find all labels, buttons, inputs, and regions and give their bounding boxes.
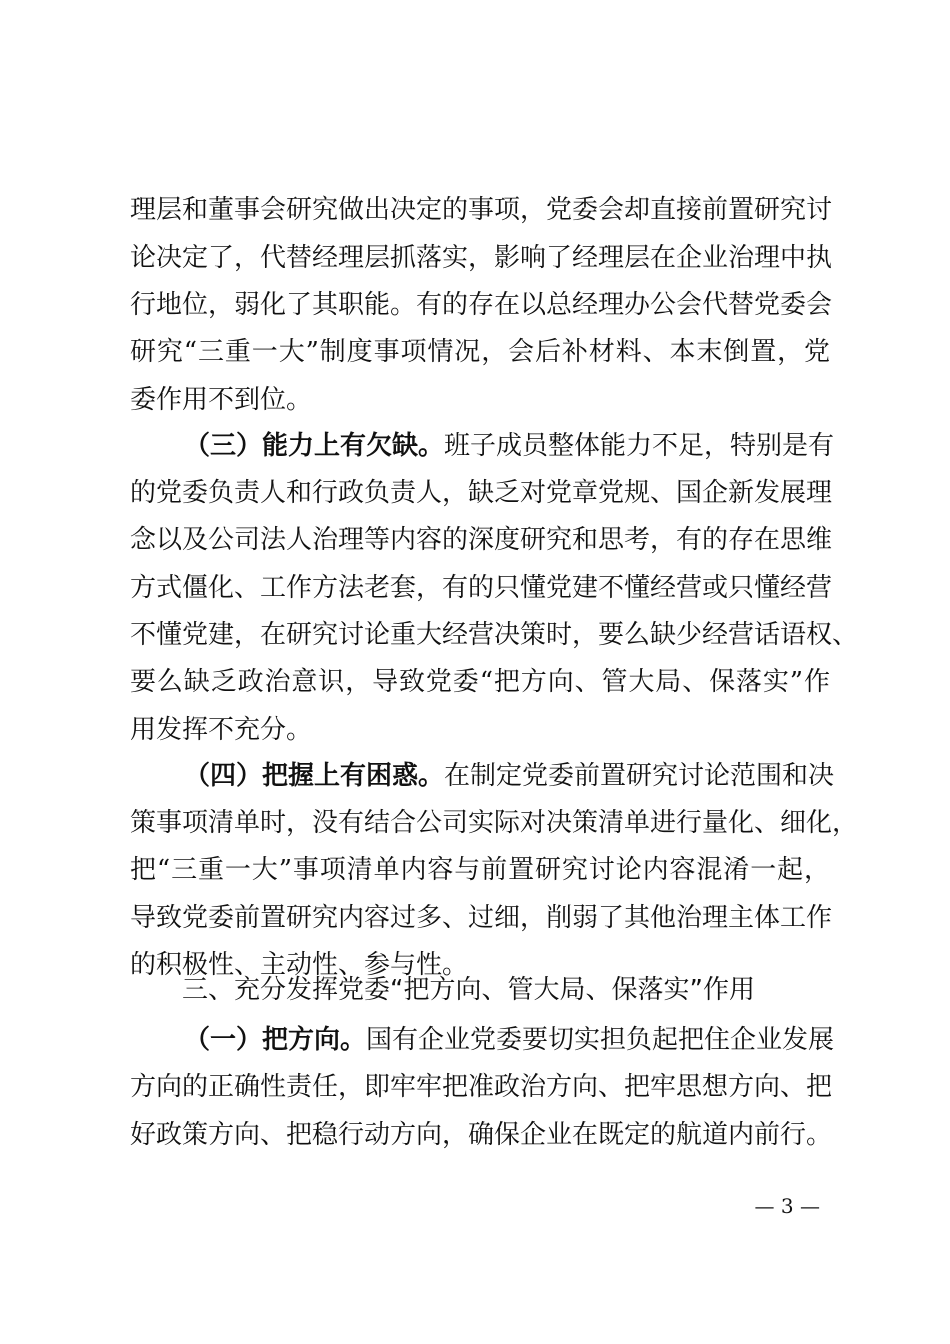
page-number: — 3 — [754,1194,820,1218]
text-line: 论决定了，代替经理层抓落实，影响了经理层在企业治理中执 [130,243,833,273]
text-line: 用发挥不充分。 [130,715,313,745]
text-line: 要么缺乏政治意识，导致党委“把方向、管大局、保落实”作 [130,667,830,697]
text-span: 国有企业党委要切实担负起把住企业发展 [366,1025,835,1055]
text-line: 研究“三重一大”制度事项情况，会后补材料、本末倒置，党 [130,337,830,367]
text-line: 念以及公司法人治理等内容的深度研究和思考，有的存在思维 [130,525,833,555]
section-heading-bold: （三）能力上有欠缺。 [184,431,445,461]
section-heading-bold: （一）把方向。 [184,1025,367,1055]
text-line: 理层和董事会研究做出决定的事项，党委会却直接前置研究讨 [130,195,833,225]
paragraph-first-line [184,1018,835,1062]
text-line: 导致党委前置研究内容过多、过细，削弱了其他治理主体工作 [130,903,833,933]
paragraph-first-line [184,424,835,468]
text-line: 方向的正确性责任，即牢牢把准政治方向、把牢思想方向、把 [130,1072,833,1102]
paragraph-first-line [184,754,835,798]
text-line: 的党委负责人和行政负责人，缺乏对党章党规、国企新发展理 [130,478,833,508]
text-span: 班子成员整体能力不足，特别是有 [444,431,835,461]
text-line: 方式僵化、工作方法老套，有的只懂党建不懂经营或只懂经营 [130,573,833,603]
text-line: 行地位，弱化了其职能。有的存在以总经理办公会代替党委会 [130,290,833,320]
section-heading-bold: （四）把握上有困惑。 [184,761,445,791]
text-line: 委作用不到位。 [130,385,313,415]
text-line: 的积极性、主动性、参与性。 [130,950,469,980]
text-line: 不懂党建，在研究讨论重大经营决策时，要么缺少经营话语权、 [130,620,859,650]
section-heading: 三、充分发挥党委“把方向、管大局、保落实”作用 [182,975,755,1005]
text-line: 策事项清单时，没有结合公司实际对决策清单进行量化、细化， [130,808,859,838]
text-line: 好政策方向、把稳行动方向，确保企业在既定的航道内前行。 [130,1120,833,1150]
text-span: 在制定党委前置研究讨论范围和决 [444,761,835,791]
text-line: 把“三重一大”事项清单内容与前置研究讨论内容混淆一起， [130,855,830,885]
